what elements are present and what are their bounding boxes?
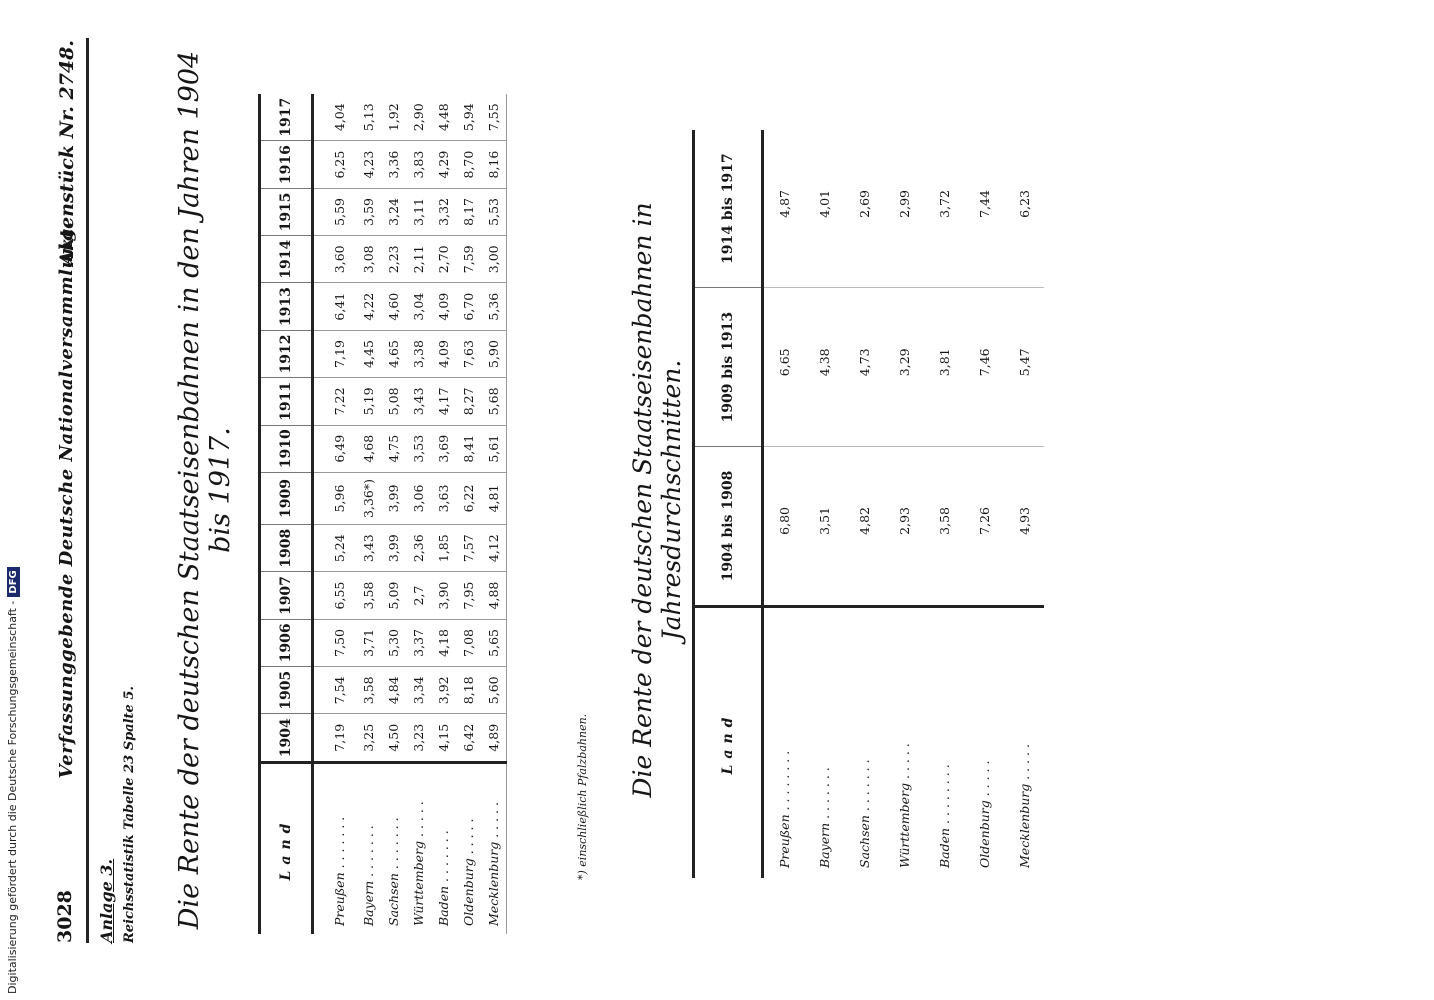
rent-value: 7,19 xyxy=(313,330,357,377)
anlage-label: Anlage 3. xyxy=(97,858,116,943)
annual-rent-table xyxy=(258,94,507,934)
rent-value: 5,68 xyxy=(481,378,507,425)
rent-value: 7,19 xyxy=(313,714,357,763)
rent-value: 3,08 xyxy=(356,236,381,283)
land-name: Oldenburg . . . . . xyxy=(964,607,1004,879)
average-rent-value: 3,81 xyxy=(924,288,964,447)
land-name: Baden . . . . . . . xyxy=(431,763,456,935)
rent-value: 2,90 xyxy=(406,94,431,141)
rent-value: 3,58 xyxy=(356,667,381,714)
document-reference: Aktenstück Nr. 2748. xyxy=(56,40,78,266)
rent-value: 3,43 xyxy=(406,378,431,425)
table-row xyxy=(844,130,884,878)
land-name: Preußen . . . . . . . . xyxy=(763,607,805,879)
rent-value: 3,36 xyxy=(381,141,406,188)
table-row xyxy=(313,94,357,934)
table2-header-row xyxy=(694,130,763,878)
funding-credit xyxy=(6,567,20,994)
header-rule xyxy=(86,38,89,943)
rent-value: 4,29 xyxy=(431,141,456,188)
rent-value: 5,59 xyxy=(313,188,357,235)
rent-value: 4,60 xyxy=(381,283,406,330)
rent-value: 4,09 xyxy=(431,330,456,377)
average-rent-value: 4,93 xyxy=(1004,446,1044,606)
rent-value: 8,70 xyxy=(456,141,481,188)
rent-value: 3,83 xyxy=(406,141,431,188)
average-rent-value: 7,26 xyxy=(964,446,1004,606)
rent-value: 4,88 xyxy=(481,572,507,619)
rent-value: 7,22 xyxy=(313,378,357,425)
rent-value: 4,65 xyxy=(381,330,406,377)
table-row xyxy=(481,94,507,934)
rent-value: 5,09 xyxy=(381,572,406,619)
rent-value: 2,23 xyxy=(381,236,406,283)
table1-header-row xyxy=(260,94,313,934)
rent-value: 3,38 xyxy=(406,330,431,377)
rent-value: 3,23 xyxy=(406,714,431,763)
rent-value: 5,90 xyxy=(481,330,507,377)
average-rent-value: 4,73 xyxy=(844,288,884,447)
rent-value: 5,53 xyxy=(481,188,507,235)
year-header: 1910 xyxy=(260,425,313,472)
land-name: Mecklenburg . . . . . xyxy=(481,763,507,935)
land-name: Sachsen . . . . . . . xyxy=(381,763,406,935)
rent-value: 3,60 xyxy=(313,236,357,283)
rent-value: 7,63 xyxy=(456,330,481,377)
rent-value: 5,96 xyxy=(313,472,357,524)
year-header: 1906 xyxy=(260,619,313,666)
rent-value: 7,54 xyxy=(313,667,357,714)
rent-value: 4,23 xyxy=(356,141,381,188)
rent-value: 5,19 xyxy=(356,378,381,425)
rent-value: 1,92 xyxy=(381,94,406,141)
rent-value: 4,75 xyxy=(381,425,406,472)
land-name: Baden . . . . . . . . xyxy=(924,607,964,879)
rent-value: 6,22 xyxy=(456,472,481,524)
year-header: 1908 xyxy=(260,525,313,572)
table-row xyxy=(456,94,481,934)
rent-value: 5,60 xyxy=(481,667,507,714)
land-name: Mecklenburg . . . . . xyxy=(1004,607,1044,879)
rent-value: 4,09 xyxy=(431,283,456,330)
source-label: Reichsstatistik Tabelle 23 Spalte 5. xyxy=(122,686,137,943)
rent-value: 4,04 xyxy=(313,94,357,141)
rent-value: 4,15 xyxy=(431,714,456,763)
rent-value: 3,53 xyxy=(406,425,431,472)
table-row xyxy=(804,130,844,878)
rent-value: 3,04 xyxy=(406,283,431,330)
rent-value: 4,68 xyxy=(356,425,381,472)
funding-credit-text: Digitalisierung gefördert durch die Deutsche Forschungsgemeinschaft - xyxy=(6,600,19,994)
average-rent-value: 4,01 xyxy=(804,130,844,288)
rent-value: 5,36 xyxy=(481,283,507,330)
rent-value: 3,06 xyxy=(406,472,431,524)
average-rent-value: 7,46 xyxy=(964,288,1004,447)
rent-value: 5,24 xyxy=(313,525,357,572)
rent-value: 3,43 xyxy=(356,525,381,572)
rent-value: 8,16 xyxy=(481,141,507,188)
rent-value: 5,08 xyxy=(381,378,406,425)
rent-value: 3,24 xyxy=(381,188,406,235)
land-name: Bayern . . . . . . . xyxy=(356,763,381,935)
table-row xyxy=(884,130,924,878)
rent-value: 4,18 xyxy=(431,619,456,666)
rent-value: 4,17 xyxy=(431,378,456,425)
rent-value: 4,50 xyxy=(381,714,406,763)
period-header: 1914 bis 1917 xyxy=(694,130,763,288)
land-name: Württemberg . . . . . xyxy=(884,607,924,879)
rent-value: 7,50 xyxy=(313,619,357,666)
average-rent-value: 4,38 xyxy=(804,288,844,447)
rent-value: 6,42 xyxy=(456,714,481,763)
rent-value: 3,71 xyxy=(356,619,381,666)
average-rent-value: 3,29 xyxy=(884,288,924,447)
rent-value: 6,55 xyxy=(313,572,357,619)
rent-value: 5,94 xyxy=(456,94,481,141)
rent-value: 7,57 xyxy=(456,525,481,572)
average-rent-value: 6,23 xyxy=(1004,130,1044,288)
rent-value: 3,11 xyxy=(406,188,431,235)
table2-title: Die Rente der deutschen Staatseisenbahnen in Jahresdurchschnitten. xyxy=(628,202,686,798)
year-header: 1915 xyxy=(260,188,313,235)
rent-value: 4,12 xyxy=(481,525,507,572)
rent-value: 3,63 xyxy=(431,472,456,524)
table1-title: Die Rente der deutschen Staatseisenbahnen in den Jahren 1904 bis 1917. xyxy=(174,50,236,930)
rent-value: 5,13 xyxy=(356,94,381,141)
average-rent-value: 7,44 xyxy=(964,130,1004,288)
year-header: 1912 xyxy=(260,330,313,377)
table2-land-header: Land xyxy=(694,607,763,879)
year-header: 1917 xyxy=(260,94,313,141)
year-header: 1904 xyxy=(260,714,313,763)
average-rent-value: 6,80 xyxy=(763,446,805,606)
land-name: Bayern . . . . . . . xyxy=(804,607,844,879)
rent-value: 7,59 xyxy=(456,236,481,283)
rent-value: 8,18 xyxy=(456,667,481,714)
rent-value: 3,69 xyxy=(431,425,456,472)
year-header: 1913 xyxy=(260,283,313,330)
dfg-logo: DFG xyxy=(7,567,20,596)
rent-value: 7,95 xyxy=(456,572,481,619)
year-header: 1914 xyxy=(260,236,313,283)
rent-value: 8,41 xyxy=(456,425,481,472)
rent-value: 4,22 xyxy=(356,283,381,330)
rent-value: 7,08 xyxy=(456,619,481,666)
rent-value: 3,99 xyxy=(381,472,406,524)
average-rent-value: 2,99 xyxy=(884,130,924,288)
year-header: 1916 xyxy=(260,141,313,188)
rent-value: 3,34 xyxy=(406,667,431,714)
rent-value: 7,55 xyxy=(481,94,507,141)
rent-value: 5,30 xyxy=(381,619,406,666)
rent-value: 6,49 xyxy=(313,425,357,472)
table-row xyxy=(356,94,381,934)
rent-value: 3,90 xyxy=(431,572,456,619)
rent-value: 3,37 xyxy=(406,619,431,666)
rent-value: 2,7 xyxy=(406,572,431,619)
rent-value: 4,48 xyxy=(431,94,456,141)
footnote: *) einschließlich Pfalzbahnen. xyxy=(576,713,589,880)
rent-value: 3,25 xyxy=(356,714,381,763)
average-rent-value: 5,47 xyxy=(1004,288,1044,447)
rent-value: 3,36*) xyxy=(356,472,381,524)
rent-value: 5,61 xyxy=(481,425,507,472)
rent-value: 4,81 xyxy=(481,472,507,524)
table-row xyxy=(924,130,964,878)
period-header: 1909 bis 1913 xyxy=(694,288,763,447)
rent-value: 3,99 xyxy=(381,525,406,572)
rent-value: 8,27 xyxy=(456,378,481,425)
rent-value: 3,59 xyxy=(356,188,381,235)
rent-value: 5,65 xyxy=(481,619,507,666)
period-header: 1904 bis 1908 xyxy=(694,446,763,606)
year-header: 1905 xyxy=(260,667,313,714)
average-rent-value: 4,82 xyxy=(844,446,884,606)
year-header: 1911 xyxy=(260,378,313,425)
table2-body xyxy=(763,130,1045,878)
average-rent-value: 3,72 xyxy=(924,130,964,288)
rent-value: 4,45 xyxy=(356,330,381,377)
land-name: Württemberg . . . . . xyxy=(406,763,431,935)
rent-value: 8,17 xyxy=(456,188,481,235)
rent-value: 3,92 xyxy=(431,667,456,714)
table1-land-header: Land xyxy=(260,763,313,935)
table-row xyxy=(381,94,406,934)
table1-body xyxy=(313,94,507,934)
table-row xyxy=(406,94,431,934)
page-number: 3028 xyxy=(54,890,76,943)
year-header: 1909 xyxy=(260,472,313,524)
land-name: Preußen . . . . . . . xyxy=(313,763,357,935)
average-rent-value: 2,93 xyxy=(884,446,924,606)
average-rent-value: 2,69 xyxy=(844,130,884,288)
average-rent-table xyxy=(692,130,1044,878)
rent-value: 4,84 xyxy=(381,667,406,714)
running-title: Verfassunggebende Deutsche Nationalversammlung. xyxy=(56,221,77,779)
rent-value: 2,36 xyxy=(406,525,431,572)
average-rent-value: 4,87 xyxy=(763,130,805,288)
land-name: Oldenburg . . . . . xyxy=(456,763,481,935)
table-row xyxy=(1004,130,1044,878)
rent-value: 6,70 xyxy=(456,283,481,330)
average-rent-value: 3,51 xyxy=(804,446,844,606)
land-name: Sachsen . . . . . . . xyxy=(844,607,884,879)
average-rent-value: 6,65 xyxy=(763,288,805,447)
rent-value: 6,25 xyxy=(313,141,357,188)
rent-value: 3,58 xyxy=(356,572,381,619)
table-row xyxy=(763,130,805,878)
year-header: 1907 xyxy=(260,572,313,619)
rent-value: 1,85 xyxy=(431,525,456,572)
average-rent-value: 3,58 xyxy=(924,446,964,606)
table-row xyxy=(431,94,456,934)
table-row xyxy=(964,130,1004,878)
rent-value: 4,89 xyxy=(481,714,507,763)
rent-value: 3,00 xyxy=(481,236,507,283)
rent-value: 2,70 xyxy=(431,236,456,283)
rent-value: 3,32 xyxy=(431,188,456,235)
rent-value: 6,41 xyxy=(313,283,357,330)
rent-value: 2,11 xyxy=(406,236,431,283)
